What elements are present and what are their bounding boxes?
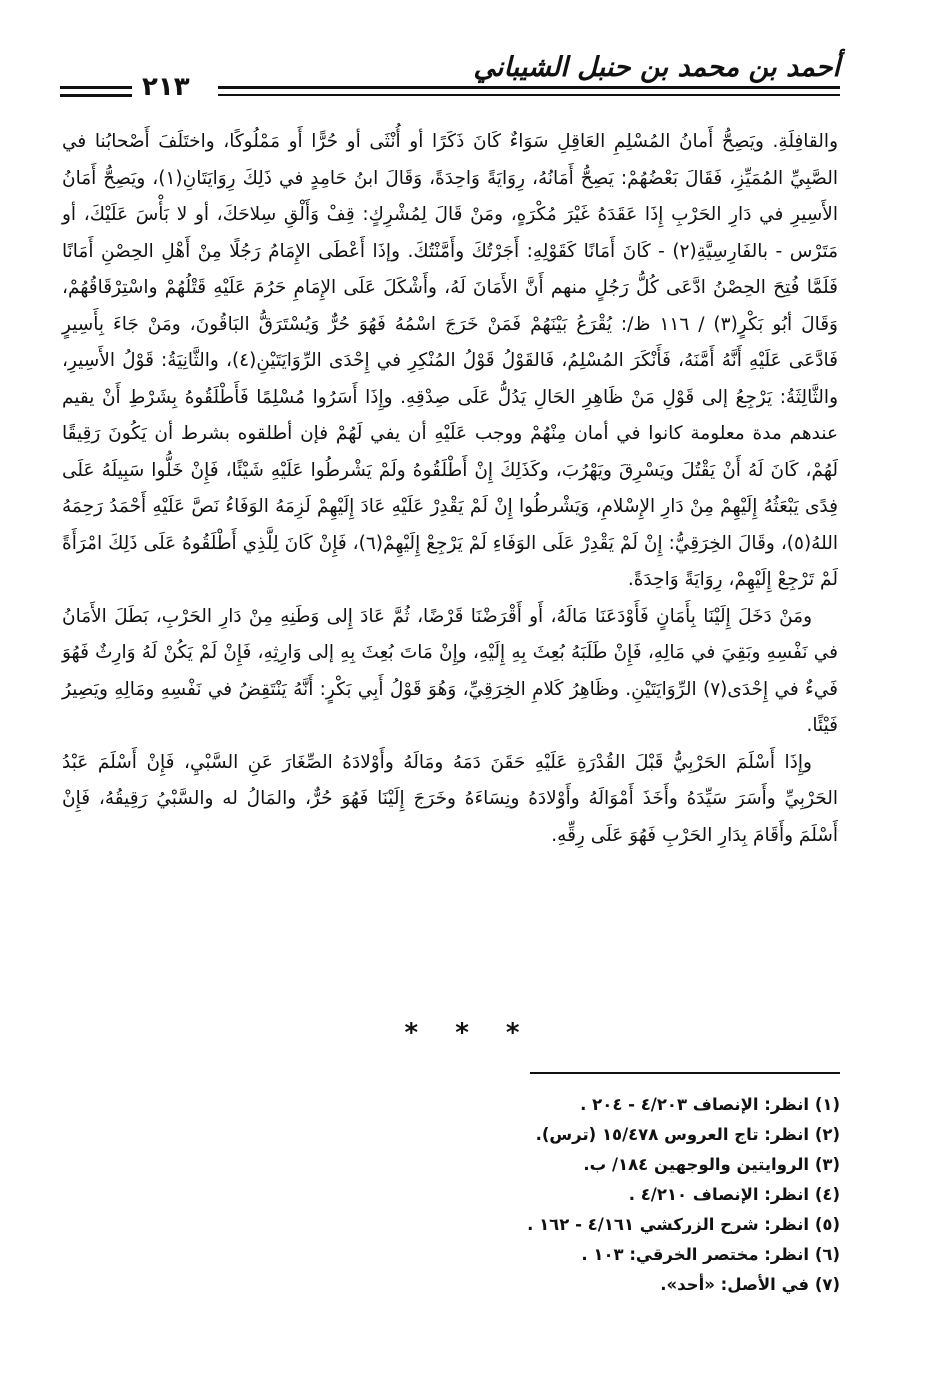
paragraph-2: ومَنْ دَخَلَ إِلَيْنَا بِأَمَانٍ فَأَوْدَعَنَا مَالَهُ، أَو أَقْرَضْنَا قَرْضًا، ثُمَّ عَادَ إِلى وَطَنِهِ مِنْ دَارِ الحَرْبِ، بَطَلَ الأَمَانُ في نَفْسِهِ وبَقِيَ في مَالِهِ، فَإِنْ طَلَبَهُ بُعِثَ بِهِ إِلَيْهِ، وإِنْ مَاتَ بُعِثَ بِهِ إلى وَارِثِهِ، فَإِنْ لَمْ يَكُنْ لَهُ وَارِثٌ فَهُوَ فَيءٌ في إِحْدَى(٧) الرِّوَايَتَيْنِ. وظَاهِرُ كَلامِ الخِرَقِيِّ، وَهُوَ قَوْلُ أَبِي بَكْرٍ: أَنَّهُ يَنْتَقِضُ في نَفْسِهِ ومَالِهِ ويَصِيرُ فَيْئًا. [62,605,838,736]
section-separator: * * * [404,1018,534,1048]
footnote-4: (٤) انظر: الإنصاف ٤/٢١٠ . [628,1185,840,1204]
header-rule-right-top [218,86,840,89]
footnotes [240,1090,840,1300]
footnote-2: (٢) انظر: تاج العروس ١٥/٤٧٨ (ترس). [535,1125,840,1144]
running-title: أحمد بن محمد بن حنبل الشيباني [473,52,840,83]
footnote-6: (٦) انظر: مختصر الخرقي: ١٠٣ . [581,1245,840,1264]
footnote-rule [530,1072,840,1074]
page-header [60,44,840,104]
paragraph-1: والقافِلَةِ. ويَصِحُّ أَمانُ المُسْلِمِ العَاقِلِ سَوَاءٌ كَانَ ذَكَرًا أو أُنْثَى أو حُرًّا أَو مَمْلُوكًا، واختَلَفَ أَصْحابُنا في الصَّبِيِّ المُمَيِّزِ، فَقَالَ بَعْضُهُمْ: يَصِحُّ أَمَانُهُ، رِوَايَةً وَاحِدَةً، وَقَالَ ابنُ حَامِدٍ في ذَلِكَ رِوَايَتَانِ(١)، ويَصِحُّ أَمَانُ الأَسِيرِ في دَارِ الحَرْبِ إِذَا عَقَدَهُ غَيْرَ مُكْرَهٍ، ومَنْ قَالَ لِمُشْرِكٍ: قِفْ وَأَلْقِ سِلاحَكَ، أو لا بَأْسَ عَلَيْكَ، أو مَتَرْس - بالفَارِسِيَّةِ(٢) - كَانَ أَمَانًا كَقَوْلِهِ: أَجَرْتُكَ وأَمَّنْتُكَ. وإذَا أَعْطَى الإِمَامُ رَجُلًا مِنْ أَهْلِ الحِصْنِ أَمَانًا فَلَمَّا فُتِحَ الحِصْنُ ادَّعَى كُلُّ رَجُلٍ منهم أَنَّ الأَمَانَ لَهُ، وأَشْكَلَ عَلَى الإِمَامِ حَرُمَ عَلَيْهِ قَتْلُهُمْ واسْتِرْقَاقُهُمْ، وَقَالَ أبُو بَكْرٍ(٣) / ١١٦ ظ/: يُقْرَعُ بَيْنَهُمْ فَمَنْ خَرَجَ اسْمُهُ فَهُوَ حُرٌّ وَيُسْتَرَقُّ البَاقُونَ، ومَنْ جَاءَ بِأَسِيرٍ فَادَّعَى عَلَيْهِ أَنَّهُ أَمَّنَهُ، فَأَنْكَرَ المُسْلِمُ، فَالقَوْلُ قَوْلُ المُنْكِرِ في إِحْدَى الرِّوَايَتَيْنِ(٤)، والثَّانِيَةُ: قَوْلُ الأَسِيرِ، والثَّالِثَةُ: يَرْجِعُ إلى قَوْلِ مَنْ ظَاهِرِ الحَالِ يَدُلُّ عَلَى صِدْقِهِ. وإِذَا أَسَرُوا مُسْلِمًا فَأَطْلَقُوهُ بِشَرْطِ أَنْ يقيم عندهم مدة معلومة كانوا في أمان مِنْهُمْ ووجب عَلَيْهِ أن يفي لَهُمْ فإن أطلقوه بشرط أن يَكُونَ رَقِيقًا لَهُمْ، كَانَ لَهُ أَنْ يَقْتُلَ ويَسْرِقَ ويَهْرُبَ، وكَذَلِكَ إِنْ أَطْلَقُوهُ ولَمْ يَشْرطُوا عَلَيْهِ شَيْئًا، فَإِنْ خَلُّوا سَبِيلَهُ عَلَى فِدًى يَبْعَثُهُ إِلَيْهِمْ مِنْ دَارِ الإِسْلامِ، وَيَشْرطُوا إِنْ لَمْ يَقْدِرْ عَلَيْهِ عَادَ إِلَيْهِمْ لَزِمَهُ الوَفَاءُ نَصَّ عَلَيْهِ أَحْمَدُ رَحِمَهُ اللهُ(٥)، وقَالَ الخِرَقِيُّ: إِنْ لَمْ يَقْدِرْ عَلَى الوَفَاءِ لَمْ يَرْجِعْ إِلَيْهِمْ(٦)، فَإِنْ كَانَ لِلَّذِي أَطْلَقُوهُ عَلَى ذَلِكَ امْرَأَةً لَمْ تَرْجِعْ إِلَيْهِمْ، رِوَايَةً وَاحِدَةً. [62,131,838,590]
main-text [62,124,838,854]
footnote-5: (٥) انظر: شرح الزركشي ٤/١٦١ - ١٦٢ . [527,1215,840,1234]
header-rule-right-bottom [218,94,840,96]
footnote-1: (١) انظر: الإنصاف ٤/٢٠٣ - ٢٠٤ . [580,1095,840,1114]
page-number: ٢١٣ [142,72,190,102]
footnote-3: (٣) الروايتين والوجهين ١٨٤/ ب. [583,1155,840,1174]
footnote-7: (٧) في الأصل: «أحد». [660,1275,840,1294]
header-rule-left-bottom [60,94,132,97]
paragraph-3: وإِذَا أَسْلَمَ الحَرْبِيُّ قَبْلَ القُدْرَةِ عَلَيْهِ حَقَنَ دَمَهُ ومَالَهُ وأَوْلادَهُ الصِّغَارَ عَنِ السَّبْيِ، فَإِنْ أَسْلَمَ عَبْدُ الحَرْبِيِّ وأَسَرَ سَيِّدَهُ وأَخَذَ أَمْوَالَهُ وأَوْلادَهُ ونِسَاءَهُ وخَرَجَ إِلَيْنَا فَهُوَ حُرٌّ، والمَالُ له والسَّبْيُ رَقِيقُهُ، فَإِنْ أَسْلَمَ وأَقَامَ بِدَارِ الحَرْبِ فَهُوَ عَلَى رِقِّهِ. [62,751,838,846]
header-rule-left-top [60,86,132,89]
